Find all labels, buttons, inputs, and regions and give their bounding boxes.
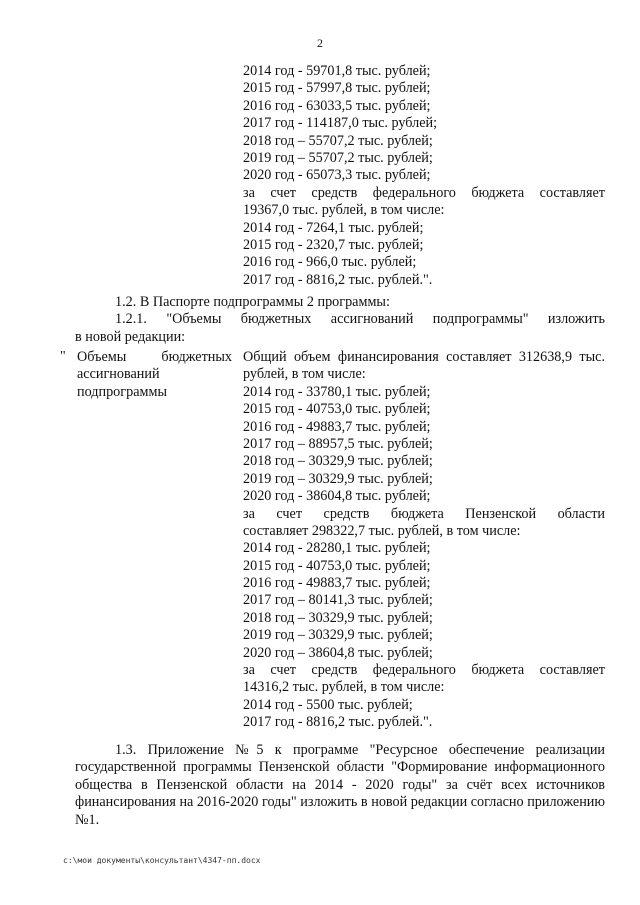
text-line: 2014 год - 7264,1 тыс. рублей; xyxy=(243,219,424,236)
text-line: 2020 год – 38604,8 тыс. рублей; xyxy=(243,644,433,661)
text-line: 2018 год – 55707,2 тыс. рублей; xyxy=(243,132,433,149)
text-line: 2017 год – 80141,3 тыс. рублей; xyxy=(243,592,433,609)
text-line: 2014 год - 28280,1 тыс. рублей; xyxy=(243,540,431,557)
page-number: 2 xyxy=(317,36,323,50)
text-line: 14316,2 тыс. рублей, в том числе: xyxy=(243,679,445,696)
text-line: составляет 298322,7 тыс. рублей, в том числе: xyxy=(243,522,521,539)
top-funding-block xyxy=(243,63,605,289)
table-left-cell xyxy=(77,349,232,401)
section-1-2-1-line2: в новой редакции: xyxy=(75,328,186,345)
section-1-2 xyxy=(75,294,605,346)
text-line: 2016 год - 49883,7 тыс. рублей; xyxy=(243,418,431,435)
text-line: 2017 год - 8816,2 тыс. рублей.". xyxy=(243,271,433,288)
text-line: 2018 год – 30329,9 тыс. рублей; xyxy=(243,609,433,626)
section-1-2-1-line1: 1.2.1. "Объемы бюджетных ассигнований подпрограммы" изложить xyxy=(115,311,605,328)
text-line: 2020 год - 38604,8 тыс. рублей; xyxy=(243,488,431,505)
text-line: 2020 год - 65073,3 тыс. рублей; xyxy=(243,167,431,184)
text-line: за счет средств федерального бюджета составляет xyxy=(243,662,605,679)
section-1-2-text: 1.2. В Паспорте подпрограммы 2 программы: xyxy=(115,294,390,310)
text-line: 2017 год - 8816,2 тыс. рублей.". xyxy=(243,714,433,731)
text-line: 2014 год - 5500 тыс. рублей; xyxy=(243,696,413,713)
footer-file-path: c:\мои документы\консультант\4347-пп.docx xyxy=(63,856,261,865)
opening-quote: " xyxy=(60,349,66,364)
text-line: 2015 год - 40753,0 тыс. рублей; xyxy=(243,557,431,574)
text-line: 2015 год - 2320,7 тыс. рублей; xyxy=(243,236,424,253)
text-line: 2014 год - 59701,8 тыс. рублей; xyxy=(243,63,431,79)
text-line: за счет средств федерального бюджета составляет xyxy=(243,184,605,201)
text-line: рублей, в том числе: xyxy=(243,366,366,383)
text-line: 2017 год – 88957,5 тыс. рублей; xyxy=(243,435,433,452)
text-line: 2019 год – 30329,9 тыс. рублей; xyxy=(243,470,433,487)
text-line: за счет средств бюджета Пензенской области xyxy=(243,505,605,522)
text-line: 2017 год - 114187,0 тыс. рублей; xyxy=(243,115,438,132)
text-line: 2019 год – 55707,2 тыс. рублей; xyxy=(243,149,433,166)
text-line: Общий объем финансирования составляет 312638,9 тыс. xyxy=(243,349,605,365)
text-line: 2016 год - 49883,7 тыс. рублей; xyxy=(243,575,431,592)
text-line: 2015 год - 57997,8 тыс. рублей; xyxy=(243,80,431,97)
text-line: 2016 год - 966,0 тыс. рублей; xyxy=(243,254,417,271)
section-1-3: 1.3. Приложение №5 к программе "Ресурсное обеспечение реализации государственной программы Пензенской области "Формирование информационного общества в Пензенской области на 2014 - 2020 годы" за счёт всех источников финансирования на 2016-2020 годы" изложить в новой редакции согласно приложению №1. xyxy=(75,742,605,828)
table-right-cell xyxy=(243,349,605,732)
text-line: 2019 год – 30329,9 тыс. рублей; xyxy=(243,627,433,644)
text-line: 19367,0 тыс. рублей, в том числе: xyxy=(243,202,445,219)
text-line: 2015 год - 40753,0 тыс. рублей; xyxy=(243,401,431,418)
text-line: 2014 год - 33780,1 тыс. рублей; xyxy=(243,383,431,400)
text-line: 2018 год – 30329,9 тыс. рублей; xyxy=(243,453,433,470)
left-cell-line: ассигнований xyxy=(77,366,160,383)
text-line: 2016 год - 63033,5 тыс. рублей; xyxy=(243,97,431,114)
left-cell-line: подпрограммы xyxy=(77,383,167,400)
left-cell-line: Объемы бюджетных xyxy=(77,349,232,365)
